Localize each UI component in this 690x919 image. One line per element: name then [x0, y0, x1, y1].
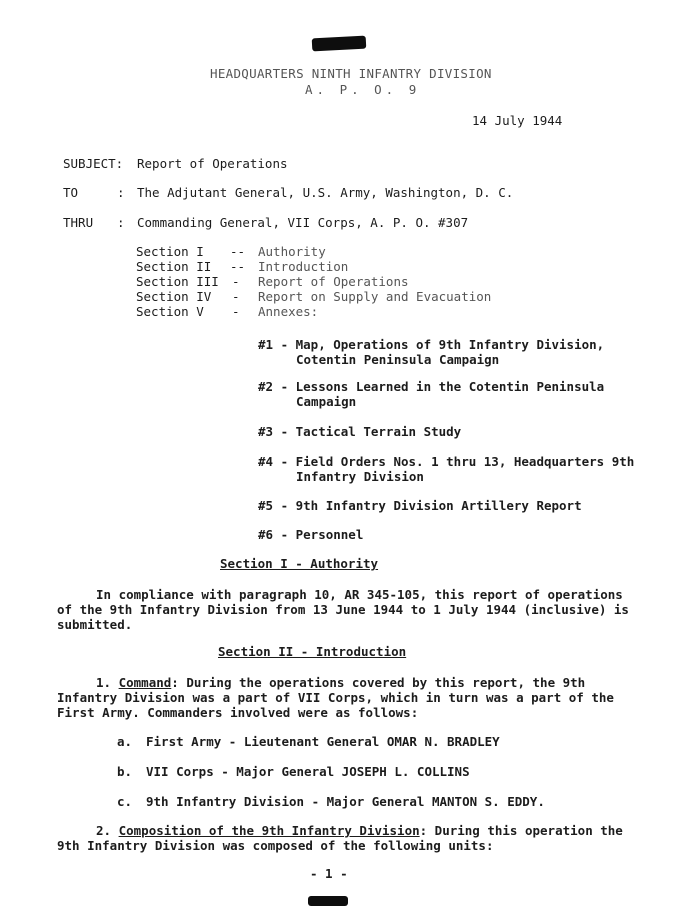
subject-value: Report of Operations: [137, 156, 288, 171]
redaction-mark-bottom: [308, 896, 348, 906]
paragraph-label: Command: [118, 675, 172, 690]
section-dash: -: [232, 289, 240, 304]
section-i-heading: Section I - Authority: [220, 556, 379, 571]
body-line: In compliance with paragraph 10, AR 345-105, this report of operations: [96, 587, 623, 602]
annex-item-cont: Infantry Division: [296, 469, 424, 484]
annex-item: #2 - Lessons Learned in the Cotentin Peninsula: [258, 379, 605, 394]
paragraph-number: 2.: [96, 823, 112, 838]
paragraph-1: [96, 675, 585, 690]
commander-letter: c.: [117, 794, 133, 809]
body-line: Infantry Division was a part of VII Corps, which in turn was a part of the: [57, 690, 614, 705]
thru-label: THRU: [63, 215, 94, 230]
page-number: - 1 -: [310, 866, 348, 881]
paragraph-number: 1.: [96, 675, 112, 690]
body-line: 9th Infantry Division was composed of the following units:: [57, 838, 494, 853]
to-label: TO: [63, 185, 79, 200]
annex-item: #5 - 9th Infantry Division Artillery Report: [258, 498, 582, 513]
thru-value: Commanding General, VII Corps, A. P. O. #307: [137, 215, 469, 230]
section-dash: -: [232, 304, 240, 319]
annex-item: #4 - Field Orders Nos. 1 thru 13, Headquarters 9th: [258, 454, 635, 469]
section-name: Section III: [136, 274, 219, 289]
memo-date: 14 July 1944: [472, 113, 563, 128]
section-title: Report of Operations: [258, 274, 409, 289]
section-title: Annexes:: [258, 304, 319, 319]
body-line: submitted.: [57, 617, 133, 632]
commander-letter: b.: [117, 764, 133, 779]
section-name: Section II: [136, 259, 212, 274]
letterhead-apo: A. P. O. 9: [305, 82, 421, 97]
paragraph-2: [96, 823, 623, 838]
annex-item-cont: Campaign: [296, 394, 357, 409]
section-ii-heading: Section II - Introduction: [218, 644, 407, 659]
paragraph-label: Composition of the 9th Infantry Division: [118, 823, 420, 838]
section-title: Report on Supply and Evacuation: [258, 289, 492, 304]
annex-item: #1 - Map, Operations of 9th Infantry Division,: [258, 337, 605, 352]
body-line: First Army. Commanders involved were as follows:: [57, 705, 419, 720]
to-colon: :: [117, 185, 125, 200]
subject-label: SUBJECT:: [63, 156, 124, 171]
annex-item-cont: Cotentin Peninsula Campaign: [296, 352, 500, 367]
commander-entry: 9th Infantry Division - Major General MANTON S. EDDY.: [146, 794, 545, 809]
commander-letter: a.: [117, 734, 133, 749]
annex-item: #3 - Tactical Terrain Study: [258, 424, 462, 439]
section-name: Section I: [136, 244, 204, 259]
paragraph-text: : During the operations covered by this report, the 9th: [171, 675, 586, 690]
annex-item: #6 - Personnel: [258, 527, 364, 542]
thru-colon: :: [117, 215, 125, 230]
to-value: The Adjutant General, U.S. Army, Washington, D. C.: [137, 185, 514, 200]
commander-entry: VII Corps - Major General JOSEPH L. COLLINS: [146, 764, 470, 779]
section-name: Section IV: [136, 289, 212, 304]
section-dash: --: [230, 244, 246, 259]
section-title: Introduction: [258, 259, 349, 274]
section-title: Authority: [258, 244, 326, 259]
paragraph-text: : During this operation the: [419, 823, 623, 838]
redaction-mark-top: [312, 36, 367, 52]
commander-entry: First Army - Lieutenant General OMAR N. BRADLEY: [146, 734, 500, 749]
letterhead-title: HEADQUARTERS NINTH INFANTRY DIVISION: [210, 66, 492, 81]
section-dash: -: [232, 274, 240, 289]
body-line: of the 9th Infantry Division from 13 June 1944 to 1 July 1944 (inclusive) is: [57, 602, 629, 617]
section-name: Section V: [136, 304, 204, 319]
section-dash: --: [230, 259, 246, 274]
